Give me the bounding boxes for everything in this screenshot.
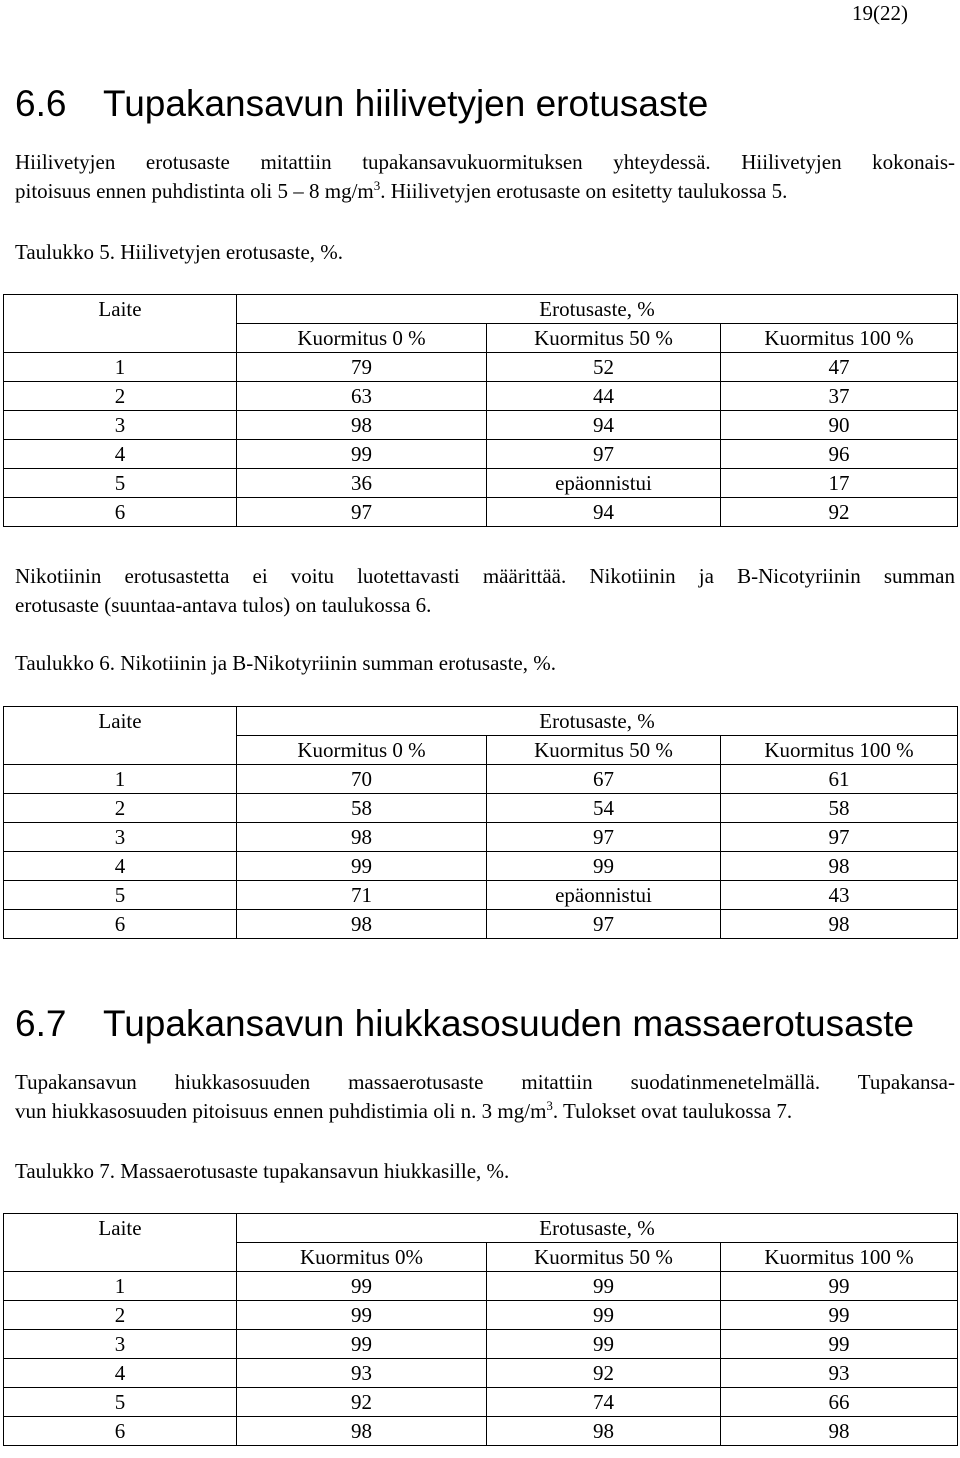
table-cell-value: 97 [487,823,721,852]
table-cell-value: 92 [487,1359,721,1388]
table-cell-laite: 6 [4,498,237,527]
paragraph-text: . Tulokset ovat taulukossa 7. [552,1099,793,1123]
table-cell-value: 58 [721,794,958,823]
page-number: 19(22) [852,1,908,25]
table-row [4,1330,958,1359]
table-row [4,411,958,440]
header-kuormitus: Kuormitus 0 % [237,736,487,765]
header-erotusaste: Erotusaste, % [237,295,958,324]
table-subheader-row [4,1243,958,1272]
header-erotusaste: Erotusaste, % [237,1214,958,1243]
header-laite: Laite [4,295,237,324]
table-row [4,1272,958,1301]
table-cell-value: 98 [237,1417,487,1446]
table-caption-7: Taulukko 7. Massaerotusaste tupakansavun hiukkasille, %. [15,1159,510,1183]
table-cell-value: 96 [721,440,958,469]
header-laite: Laite [4,1214,237,1243]
table-cell-laite: 3 [4,823,237,852]
section-number: 6.6 [15,83,67,124]
table-cell-value: 99 [237,1330,487,1359]
table-subheader-row [4,324,958,353]
table-cell-value: 54 [487,794,721,823]
table-cell-laite: 2 [4,382,237,411]
header-erotusaste: Erotusaste, % [237,707,958,736]
table-cell-value: 36 [237,469,487,498]
table-row [4,1417,958,1446]
paragraph-text: vun hiukkasosuuden pitoisuus ennen puhdistimia oli n. 3 mg/m [15,1099,547,1123]
table-header-row [4,707,958,736]
table-cell-value: 92 [237,1388,487,1417]
header-kuormitus: Kuormitus 50 % [487,324,721,353]
table-cell-value: 99 [487,852,721,881]
table-cell-value: 37 [721,382,958,411]
table-cell-value: 99 [237,1301,487,1330]
paragraph-line [15,1097,955,1126]
table-cell-value: 97 [487,910,721,939]
table-cell-laite: 2 [4,794,237,823]
section-heading-6-7 [15,1002,914,1046]
header-kuormitus: Kuormitus 0% [237,1243,487,1272]
table-row [4,794,958,823]
paragraph-text: pitoisuus ennen puhdistinta oli 5 – 8 mg/m [15,179,374,203]
table-cell-value: 97 [721,823,958,852]
header-kuormitus: Kuormitus 100 % [721,1243,958,1272]
table-cell-value: 98 [721,852,958,881]
table-cell-value: 98 [721,910,958,939]
header-kuormitus: Kuormitus 100 % [721,736,958,765]
table-cell-value: 61 [721,765,958,794]
section-number: 6.7 [15,1003,67,1044]
table-row [4,765,958,794]
table-cell-laite: 1 [4,353,237,382]
table-cell-value: 17 [721,469,958,498]
table-row [4,440,958,469]
table-row [4,881,958,910]
table-cell-value: 58 [237,794,487,823]
table-cell-laite: 2 [4,1301,237,1330]
table-cell-value: 98 [237,910,487,939]
paragraph-line: Tupakansavun hiukkasosuuden massaerotusaste mitattiin suodatinmenetelmällä. Tupakansa- [15,1070,955,1094]
table-cell-value: 99 [487,1272,721,1301]
table-cell-value: 67 [487,765,721,794]
table-cell-laite: 6 [4,910,237,939]
table-cell-value: 98 [237,823,487,852]
table-row [4,1301,958,1330]
table-cell-value: 43 [721,881,958,910]
paragraph-nikotiini [15,562,955,620]
table-cell-laite: 5 [4,881,237,910]
table-cell-laite: 3 [4,1330,237,1359]
table-cell-value: 71 [237,881,487,910]
header-kuormitus: Kuormitus 50 % [487,1243,721,1272]
table-row [4,823,958,852]
table-cell-laite: 3 [4,411,237,440]
section-title: Tupakansavun hiukkasosuuden massaerotusaste [103,1003,915,1044]
table-cell-laite: 4 [4,1359,237,1388]
table-cell-value: 99 [237,1272,487,1301]
header-empty-cell [4,736,237,765]
header-empty-cell [4,1243,237,1272]
table-cell-value: epäonnistui [487,881,721,910]
table-cell-value: 74 [487,1388,721,1417]
table-cell-laite: 5 [4,469,237,498]
table-cell-laite: 4 [4,852,237,881]
paragraph-line: Nikotiinin erotusastetta ei voitu luotettavasti määrittää. Nikotiinin ja B-Nicotyriinin summan [15,564,955,588]
header-laite: Laite [4,707,237,736]
table-cell-value: 99 [487,1330,721,1359]
table-cell-value: 66 [721,1388,958,1417]
header-kuormitus: Kuormitus 0 % [237,324,487,353]
table-cell-value: 94 [487,411,721,440]
table-row [4,1388,958,1417]
table-cell-value: 99 [237,852,487,881]
table-cell-laite: 6 [4,1417,237,1446]
table-cell-value: 99 [721,1272,958,1301]
header-kuormitus: Kuormitus 100 % [721,324,958,353]
table-cell-value: 97 [237,498,487,527]
table-cell-value: 99 [487,1301,721,1330]
table-row [4,498,958,527]
table-5 [3,294,958,527]
table-cell-laite: 4 [4,440,237,469]
table-cell-value: 90 [721,411,958,440]
table-cell-laite: 1 [4,1272,237,1301]
paragraph-hiukkas [15,1068,955,1126]
paragraph-line [15,177,955,206]
paragraph-line: Hiilivetyjen erotusaste mitattiin tupakansavukuormituksen yhteydessä. Hiilivetyjen kokonais- [15,150,955,174]
table-cell-value: 92 [721,498,958,527]
header-kuormitus: Kuormitus 50 % [487,736,721,765]
table-row [4,353,958,382]
table-cell-value: 47 [721,353,958,382]
table-cell-value: epäonnistui [487,469,721,498]
paragraph-text: . Hiilivetyjen erotusaste on esitetty taulukossa 5. [380,179,788,203]
table-cell-value: 99 [721,1301,958,1330]
table-7 [3,1213,958,1446]
table-header-row [4,1214,958,1243]
table-cell-value: 52 [487,353,721,382]
table-cell-value: 70 [237,765,487,794]
table-row [4,469,958,498]
superscript: 3 [373,178,381,193]
section-title: Tupakansavun hiilivetyjen erotusaste [103,83,709,124]
table-cell-value: 98 [237,411,487,440]
paragraph-line: erotusaste (suuntaa-antava tulos) on taulukossa 6. [15,593,432,617]
table-row [4,1359,958,1388]
paragraph-hiilivetyjen [15,148,955,206]
table-cell-value: 98 [721,1417,958,1446]
table-6 [3,706,958,939]
table-cell-value: 94 [487,498,721,527]
table-cell-laite: 5 [4,1388,237,1417]
section-heading-6-6 [15,82,708,126]
table-caption-5: Taulukko 5. Hiilivetyjen erotusaste, %. [15,240,344,264]
table-row [4,852,958,881]
table-cell-value: 93 [721,1359,958,1388]
table-header-row [4,295,958,324]
table-subheader-row [4,736,958,765]
superscript: 3 [546,1098,553,1113]
table-cell-laite: 1 [4,765,237,794]
table-cell-value: 99 [721,1330,958,1359]
table-cell-value: 99 [237,440,487,469]
table-row [4,910,958,939]
table-caption-6: Taulukko 6. Nikotiinin ja B-Nikotyriinin summan erotusaste, %. [15,651,556,675]
table-cell-value: 63 [237,382,487,411]
table-cell-value: 97 [487,440,721,469]
table-cell-value: 98 [487,1417,721,1446]
table-cell-value: 93 [237,1359,487,1388]
header-empty-cell [4,324,237,353]
table-cell-value: 44 [487,382,721,411]
table-cell-value: 79 [237,353,487,382]
table-row [4,382,958,411]
